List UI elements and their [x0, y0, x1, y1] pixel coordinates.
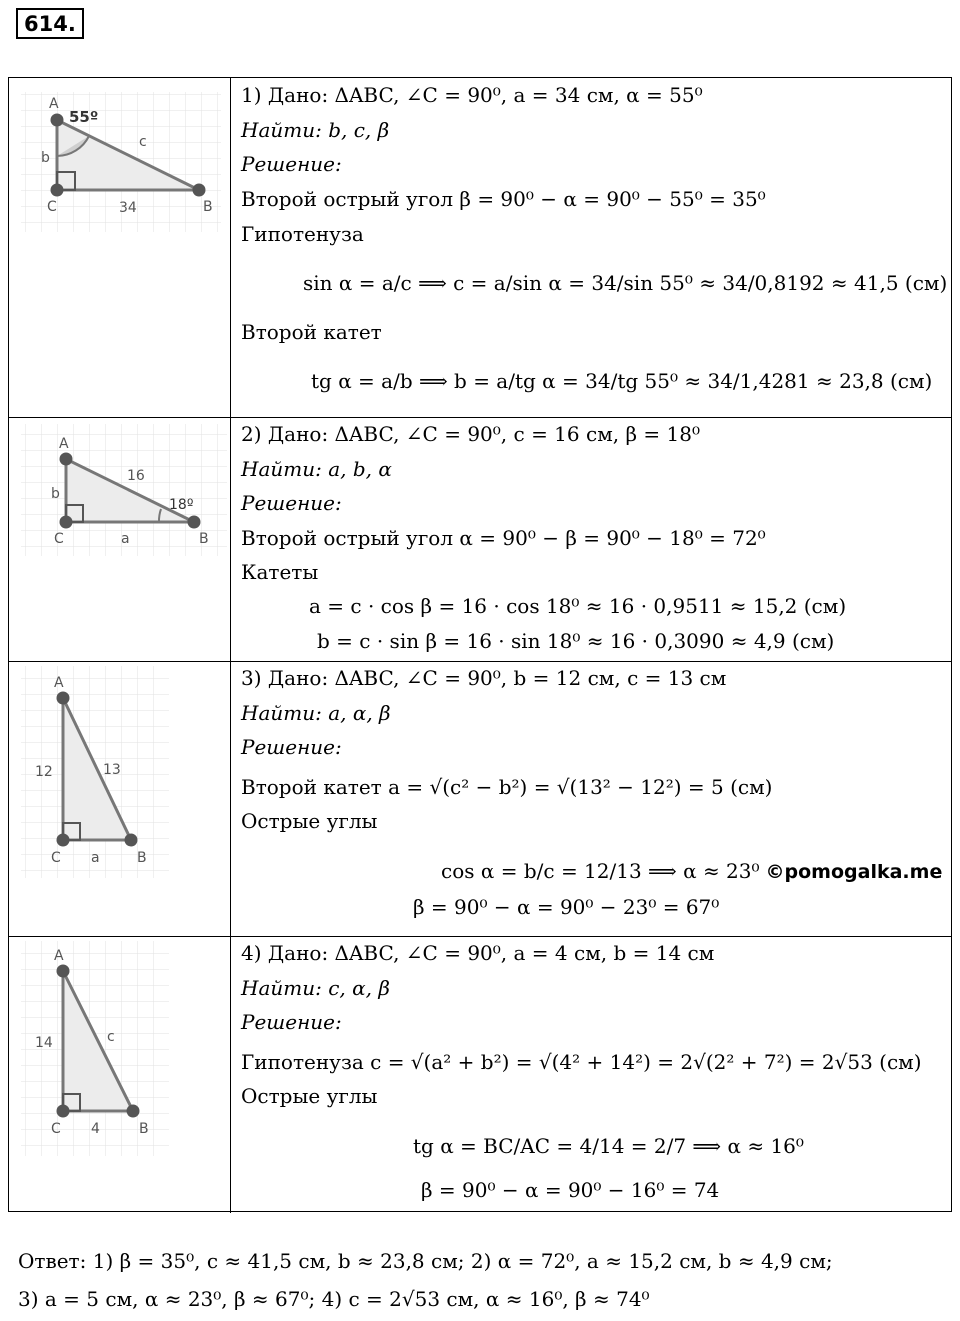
find-2: Найти: a, b, α	[241, 457, 392, 481]
side-c-label: c	[107, 1029, 115, 1045]
problem-3	[9, 662, 951, 937]
solution-label-3: Решение:	[241, 735, 342, 759]
vertex-c-label: C	[51, 1121, 61, 1137]
vertex-a-label: A	[49, 96, 59, 112]
side-b-label: 14	[35, 1035, 53, 1051]
given-3: 3) Дано: ΔABC, ∠C = 90⁰, b = 12 см, c = 13 см	[241, 666, 727, 690]
given-2: 2) Дано: ΔABC, ∠C = 90⁰, c = 16 см, β = 18⁰	[241, 422, 700, 446]
vertex-b-label: B	[203, 199, 213, 215]
formula-3-1-text: cos α = b/c = 12/13 ⟹ α ≈ 23⁰	[441, 859, 760, 883]
vertex-a-label: A	[59, 436, 69, 452]
side-c-label: 16	[127, 468, 145, 484]
formula-3-2: β = 90⁰ − α = 90⁰ − 23⁰ = 67⁰	[413, 895, 720, 919]
formula-1-1: sin α = a/c ⟹ c = a/sin α = 34/sin 55⁰ ≈ 34/0,8192 ≈ 41,5 (см)	[303, 271, 948, 295]
step-3-2: Острые углы	[241, 809, 378, 833]
solution-table	[8, 77, 952, 1212]
step-1-1: Второй острый угол β = 90⁰ − α = 90⁰ − 55⁰ = 35⁰	[241, 187, 766, 211]
formula-3-1	[441, 858, 942, 885]
step-3-1: Второй катет a = √(c² − b²) = √(13² − 12²) = 5 (см)	[241, 775, 773, 799]
step-1-2: Гипотенуза	[241, 222, 364, 246]
side-b-label: 12	[35, 764, 53, 780]
formula-2-1: a = c · cos β = 16 · cos 18⁰ ≈ 16 · 0,9511 ≈ 15,2 (см)	[309, 594, 847, 618]
solution-label-4: Решение:	[241, 1010, 342, 1034]
watermark: ©pomogalka.me	[765, 861, 943, 883]
formula-2-2: b = c · sin β = 16 · sin 18⁰ ≈ 16 · 0,3090 ≈ 4,9 (см)	[317, 629, 835, 653]
vertex-c-label: C	[47, 199, 57, 215]
angle-label: 55º	[69, 108, 99, 126]
side-c-label: 13	[103, 762, 121, 778]
problem-1	[9, 78, 951, 418]
problem-4	[9, 937, 951, 1213]
step-1-3: Второй катет	[241, 320, 382, 344]
triangle-figure-3	[9, 662, 231, 936]
vertex-c-label: C	[54, 531, 64, 547]
triangle-diagram-1	[9, 78, 229, 416]
formula-1-2: tg α = a/b ⟹ b = a/tg α = 34/tg 55⁰ ≈ 34/1,4281 ≈ 23,8 (см)	[311, 369, 933, 393]
task-number: 614.	[16, 8, 84, 39]
find-1: Найти: b, c, β	[241, 118, 390, 142]
solution-label-1: Решение:	[241, 152, 342, 176]
vertex-a-label: A	[54, 948, 64, 964]
step-2-1: Второй острый угол α = 90⁰ − β = 90⁰ − 18⁰ = 72⁰	[241, 526, 766, 550]
side-b-label: b	[51, 486, 60, 502]
step-4-2: Острые углы	[241, 1084, 378, 1108]
answer-line-1: Ответ: 1) β = 35⁰, c ≈ 41,5 см, b ≈ 23,8 см; 2) α = 72⁰, a ≈ 15,2 см, b ≈ 4,9 см;	[18, 1249, 833, 1273]
find-3: Найти: a, α, β	[241, 701, 391, 725]
vertex-b-label: B	[139, 1121, 149, 1137]
triangle-figure-1	[9, 78, 231, 417]
vertex-b-label: B	[199, 531, 209, 547]
problem-2	[9, 418, 951, 662]
triangle-diagram-3	[9, 662, 229, 935]
step-2-2: Катеты	[241, 560, 319, 584]
triangle-figure-4	[9, 937, 231, 1213]
vertex-c-label: C	[51, 850, 61, 866]
given-1: 1) Дано: ΔABC, ∠C = 90⁰, a = 34 см, α = 55⁰	[241, 83, 703, 107]
side-a-label: a	[91, 850, 100, 866]
vertex-a-label: A	[54, 675, 64, 691]
side-a-label: a	[121, 531, 130, 547]
given-4: 4) Дано: ΔABC, ∠C = 90⁰, a = 4 см, b = 14 см	[241, 941, 715, 965]
triangle-diagram-2	[9, 418, 229, 660]
side-c-label: c	[139, 134, 147, 150]
answer-line-2: 3) a = 5 см, α ≈ 23⁰, β ≈ 67⁰; 4) c = 2√53 см, α ≈ 16⁰, β ≈ 74⁰	[18, 1287, 650, 1311]
formula-4-1: tg α = BC/AC = 4/14 = 2/7 ⟹ α ≈ 16⁰	[413, 1134, 804, 1158]
angle-label: 18º	[169, 497, 194, 513]
problem-3-text	[241, 662, 945, 936]
find-4: Найти: c, α, β	[241, 976, 390, 1000]
problem-2-text	[241, 418, 945, 661]
triangle-diagram-4	[9, 937, 229, 1211]
triangle-figure-2	[9, 418, 231, 661]
side-a-label: 34	[119, 200, 137, 216]
side-b-label: b	[41, 150, 50, 166]
formula-4-2: β = 90⁰ − α = 90⁰ − 16⁰ = 74	[421, 1178, 720, 1202]
solution-label-2: Решение:	[241, 491, 342, 515]
vertex-b-label: B	[137, 850, 147, 866]
side-a-label: 4	[91, 1121, 100, 1137]
problem-4-text	[241, 937, 945, 1213]
step-4-1: Гипотенуза c = √(a² + b²) = √(4² + 14²) = 2√(2² + 7²) = 2√53 (см)	[241, 1050, 922, 1074]
problem-1-text	[241, 78, 948, 417]
